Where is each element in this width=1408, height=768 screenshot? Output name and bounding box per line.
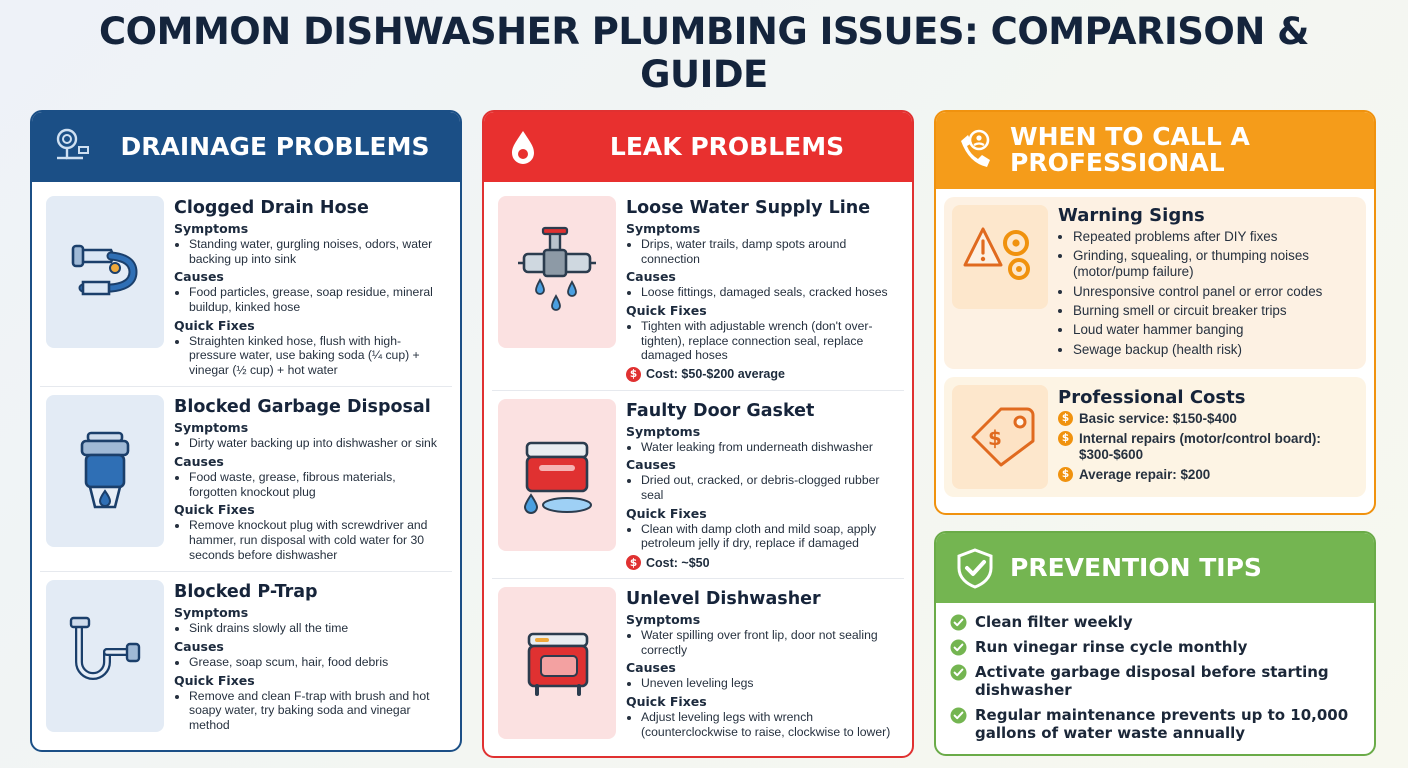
columns-container bbox=[30, 110, 1378, 758]
list-item bbox=[492, 579, 904, 748]
list-item bbox=[950, 638, 1360, 656]
item-title: Clogged Drain Hose bbox=[174, 198, 369, 218]
list-bullet: • Dirty water backing up into dishwasher or sink bbox=[189, 436, 446, 451]
list-bullet: • Tighten with adjustable wrench (don't over-tighten), replace connection seal, replace damaged hoses bbox=[641, 319, 898, 363]
prevention-body bbox=[936, 603, 1374, 754]
causes-list bbox=[174, 285, 446, 314]
door-gasket-icon bbox=[498, 399, 616, 551]
list-bullet: • Burning smell or circuit breaker trips bbox=[1073, 303, 1358, 319]
fixes-list bbox=[626, 319, 898, 363]
leak-items bbox=[484, 182, 912, 756]
svg-text:$: $ bbox=[988, 425, 1002, 450]
list-item bbox=[492, 188, 904, 391]
item-title: Loose Water Supply Line bbox=[626, 198, 871, 218]
list-bullet: • Straighten kinked hose, flush with high-pressure water, use baking soda (¼ cup) + vinegar (½ cup) + hot water bbox=[189, 334, 446, 378]
warning-signs-title: Warning Signs bbox=[1058, 204, 1205, 226]
phone-support-icon bbox=[952, 127, 998, 173]
list-item-content bbox=[174, 395, 446, 563]
symptoms-list bbox=[174, 621, 446, 636]
warning-signs-block bbox=[944, 197, 1366, 369]
causes-list bbox=[626, 285, 898, 300]
professional-costs-block bbox=[944, 377, 1366, 497]
cost-line bbox=[626, 367, 898, 382]
causes-label: Causes bbox=[174, 269, 224, 285]
drainage-header-label: DRAINAGE PROBLEMS bbox=[120, 131, 430, 161]
list-item-content bbox=[626, 399, 898, 570]
causes-label: Causes bbox=[174, 638, 224, 654]
item-title: Faulty Door Gasket bbox=[626, 400, 815, 421]
symptoms-label: Symptoms bbox=[626, 423, 701, 439]
drain-hose-icon bbox=[46, 196, 164, 348]
list-item-content bbox=[626, 196, 898, 382]
leak-header bbox=[484, 112, 912, 182]
list-item-content bbox=[174, 580, 446, 733]
professional-header bbox=[936, 112, 1374, 189]
list-item bbox=[40, 572, 452, 741]
list-bullet: • Loud water hammer banging bbox=[1073, 322, 1358, 338]
fixes-list bbox=[174, 518, 446, 562]
fixes-label: Quick Fixes bbox=[174, 502, 255, 518]
list-bullet: • Food particles, grease, soap residue, mineral buildup, kinked hose bbox=[189, 285, 446, 314]
prevention-header bbox=[936, 533, 1374, 603]
warning-signs-list bbox=[1058, 229, 1358, 358]
causes-label: Causes bbox=[626, 457, 676, 473]
list-bullet: • Loose fittings, damaged seals, cracked hoses bbox=[641, 285, 898, 300]
unlevel-dishwasher-icon bbox=[498, 587, 616, 739]
prevention-text: Regular maintenance prevents up to 10,000 gallons of water waste annually bbox=[975, 705, 1349, 742]
causes-list bbox=[174, 470, 446, 499]
fixes-list bbox=[174, 689, 446, 733]
symptoms-label: Symptoms bbox=[174, 420, 249, 436]
warning-signs-content bbox=[1058, 205, 1358, 361]
list-bullet: • Adjust leveling legs with wrench (counterclockwise to raise, clockwise to lower) bbox=[641, 710, 898, 739]
symptoms-label: Symptoms bbox=[174, 221, 249, 236]
prevention-card bbox=[934, 531, 1376, 756]
cost-coin-icon: $ bbox=[1058, 467, 1073, 482]
drainage-column bbox=[30, 110, 462, 752]
drainage-items bbox=[32, 182, 460, 750]
list-bullet: • Food waste, grease, fibrous materials, forgotten knockout plug bbox=[189, 470, 446, 499]
symptoms-list bbox=[174, 436, 446, 451]
professional-header-label: WHEN TO CALL A PROFESSIONAL bbox=[1010, 122, 1250, 178]
leak-column bbox=[482, 110, 914, 758]
causes-label: Causes bbox=[626, 660, 676, 676]
check-circle-icon bbox=[950, 614, 967, 631]
list-item-content bbox=[626, 587, 898, 740]
list-item bbox=[40, 387, 452, 572]
price-tag-icon bbox=[952, 385, 1048, 489]
leak-header-label: LEAK PROBLEMS bbox=[609, 131, 845, 161]
prevention-text: Run vinegar rinse cycle monthly bbox=[975, 637, 1248, 656]
symptoms-list bbox=[626, 237, 898, 266]
warning-gears-icon bbox=[952, 205, 1048, 309]
list-bullet: • Remove knockout plug with screwdriver and hammer, run disposal with cold water for 30 seconds before dishwasher bbox=[189, 518, 446, 562]
water-drop-icon bbox=[500, 124, 546, 170]
cost-line bbox=[1058, 431, 1358, 463]
fixes-list bbox=[626, 522, 898, 551]
cost-text: Cost: $50-$200 average bbox=[646, 367, 785, 382]
list-item bbox=[950, 613, 1360, 631]
list-bullet: • Sink drains slowly all the time bbox=[189, 621, 446, 636]
check-circle-icon bbox=[950, 639, 967, 656]
item-title: Blocked Garbage Disposal bbox=[174, 397, 431, 418]
list-bullet: • Drips, water trails, damp spots around connection bbox=[641, 237, 898, 266]
symptoms-list bbox=[626, 628, 898, 657]
prevention-text: Clean filter weekly bbox=[975, 612, 1133, 631]
professional-costs-title: Professional Costs bbox=[1058, 386, 1246, 408]
list-item-content bbox=[174, 196, 446, 378]
professional-card bbox=[934, 110, 1376, 515]
fixes-label: Quick Fixes bbox=[626, 302, 707, 318]
p-trap-icon bbox=[46, 580, 164, 732]
cost-coin-icon: $ bbox=[1058, 411, 1073, 426]
right-column bbox=[934, 110, 1376, 756]
causes-list bbox=[626, 676, 898, 691]
cost-line bbox=[626, 555, 898, 570]
professional-body bbox=[936, 189, 1374, 513]
prevention-header-label: PREVENTION TIPS bbox=[1010, 552, 1262, 582]
check-circle-icon bbox=[950, 707, 967, 724]
cost-line bbox=[1058, 467, 1358, 483]
list-bullet: • Grease, soap scum, hair, food debris bbox=[189, 655, 446, 670]
list-item bbox=[950, 706, 1360, 742]
check-circle-icon bbox=[950, 664, 967, 681]
list-item bbox=[950, 663, 1360, 699]
cost-coin-icon: $ bbox=[1058, 431, 1073, 446]
list-bullet: • Repeated problems after DIY fixes bbox=[1073, 229, 1358, 245]
list-bullet: • Standing water, gurgling noises, odors, water backing up into sink bbox=[189, 237, 446, 266]
professional-costs-content bbox=[1058, 387, 1358, 487]
shield-check-icon bbox=[952, 545, 998, 591]
cost-coin-icon: $ bbox=[626, 555, 641, 570]
drainage-card bbox=[30, 110, 462, 752]
list-bullet: • Dried out, cracked, or debris-clogged rubber seal bbox=[641, 473, 898, 502]
drain-pipe-icon bbox=[48, 124, 94, 170]
garbage-disposal-icon bbox=[46, 395, 164, 547]
list-bullet: • Grinding, squealing, or thumping noises (motor/pump failure) bbox=[1073, 248, 1358, 281]
causes-label: Causes bbox=[174, 454, 224, 470]
causes-label: Causes bbox=[626, 269, 676, 285]
item-title: Blocked P-Trap bbox=[174, 582, 318, 603]
supply-line-icon bbox=[498, 196, 616, 348]
causes-list bbox=[174, 655, 446, 670]
cost-line bbox=[1058, 411, 1358, 427]
fixes-label: Quick Fixes bbox=[626, 505, 707, 521]
symptoms-list bbox=[626, 440, 898, 455]
fixes-list bbox=[626, 710, 898, 739]
list-bullet: • Sewage backup (health risk) bbox=[1073, 342, 1358, 358]
fixes-label: Quick Fixes bbox=[174, 672, 255, 688]
prevention-text: Activate garbage disposal before starting dishwasher bbox=[975, 662, 1329, 699]
fixes-list bbox=[174, 334, 446, 378]
fixes-label: Quick Fixes bbox=[174, 317, 255, 333]
list-item bbox=[492, 391, 904, 579]
cost-text: Average repair: $200 bbox=[1079, 466, 1211, 482]
causes-list bbox=[626, 473, 898, 502]
cost-coin-icon: $ bbox=[626, 367, 641, 382]
list-bullet: • Uneven leveling legs bbox=[641, 676, 898, 691]
symptoms-label: Symptoms bbox=[626, 612, 701, 628]
symptoms-label: Symptoms bbox=[174, 605, 249, 621]
item-title: Unlevel Dishwasher bbox=[626, 589, 821, 610]
symptoms-label: Symptoms bbox=[626, 221, 701, 236]
cost-text: Internal repairs (motor/control board): $300-$600 bbox=[1079, 430, 1321, 462]
cost-text: Basic service: $150-$400 bbox=[1079, 410, 1237, 426]
page-title: COMMON DISHWASHER PLUMBING ISSUES: COMPARISON & GUIDE bbox=[99, 10, 1309, 96]
drainage-header bbox=[32, 112, 460, 182]
leak-card bbox=[482, 110, 914, 758]
cost-text: Cost: ~$50 bbox=[646, 555, 710, 570]
fixes-label: Quick Fixes bbox=[626, 693, 707, 709]
list-bullet: • Clean with damp cloth and mild soap, apply petroleum jelly if dry, replace if damaged bbox=[641, 522, 898, 551]
symptoms-list bbox=[174, 237, 446, 266]
list-bullet: • Water spilling over front lip, door not sealing correctly bbox=[641, 628, 898, 657]
list-item bbox=[40, 188, 452, 387]
list-bullet: • Remove and clean F-trap with brush and hot soapy water, try baking soda and vinegar method bbox=[189, 689, 446, 733]
list-bullet: • Water leaking from underneath dishwasher bbox=[641, 440, 898, 455]
list-bullet: • Unresponsive control panel or error codes bbox=[1073, 284, 1358, 300]
